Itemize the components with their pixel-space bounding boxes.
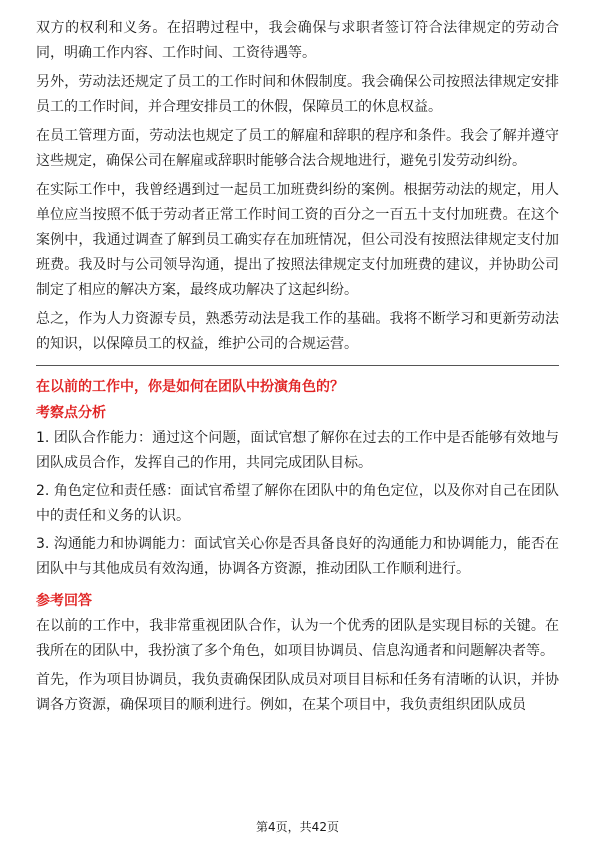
paragraph: 在实际工作中，我曾经遇到过一起员工加班费纠纷的案例。根据劳动法的规定，用人单位应当按照不低于劳动者正常工作时间工资的百分之一百五十支付加班费。在这个案例中，我通过调查了解到员工确实存在加班情况，但公司没有按照法律规定支付加班费。我及时与公司领导沟通，提出了按照法律规定支付加班费的建议，并协助公司制定了相应的解决方案，最终成功解决了这起纠纷。	[36, 182, 559, 298]
paragraph: 总之，作为人力资源专员，熟悉劳动法是我工作的基础。我将不断学习和更新劳动法的知识，以保障员工的权益，维护公司的合规运营。	[36, 311, 559, 352]
analysis-title: 考察点分析	[36, 405, 106, 421]
analysis-item: 3. 沟通能力和协调能力：面试官关心你是否具备良好的沟通能力和协调能力，能否在团队中与其他成员有效沟通，协调各方资源，推动团队工作顺利进行。	[36, 536, 559, 577]
question-heading: 在以前的工作中，你是如何在团队中扮演角色的？	[36, 379, 344, 395]
answer-title: 参考回答	[36, 593, 92, 609]
page-content	[36, 16, 559, 722]
paragraph: 在员工管理方面，劳动法也规定了员工的解雇和辞职的程序和条件。我会了解并遵守这些规定，确保公司在解雇或辞职时能够合法合规地进行，避免引发劳动纠纷。	[36, 128, 559, 169]
answer-paragraph: 在以前的工作中，我非常重视团队合作，认为一个优秀的团队是实现目标的关键。在我所在的团队中，我扮演了多个角色，如项目协调员、信息沟通者和问题解决者等。	[36, 618, 559, 659]
page-number: 第4页，共42页	[256, 820, 339, 834]
paragraph: 双方的权利和义务。在招聘过程中，我会确保与求职者签订符合法律规定的劳动合同，明确工作内容、工作时间、工资待遇等。	[36, 20, 559, 61]
section-divider	[36, 365, 559, 366]
answer-paragraph: 首先，作为项目协调员，我负责确保团队成员对项目目标和任务有清晰的认识，并协调各方资源，确保项目的顺利进行。例如，在某个项目中，我负责组织团队成员	[36, 672, 559, 713]
paragraph: 另外，劳动法还规定了员工的工作时间和休假制度。我会确保公司按照法律规定安排员工的工作时间，并合理安排员工的休假，保障员工的休息权益。	[36, 74, 559, 115]
analysis-item: 1. 团队合作能力：通过这个问题，面试官想了解你在过去的工作中是否能够有效地与团队成员合作，发挥自己的作用，共同完成团队目标。	[36, 430, 559, 471]
analysis-item: 2. 角色定位和责任感：面试官希望了解你在团队中的角色定位，以及你对自己在团队中的责任和义务的认识。	[36, 483, 559, 524]
